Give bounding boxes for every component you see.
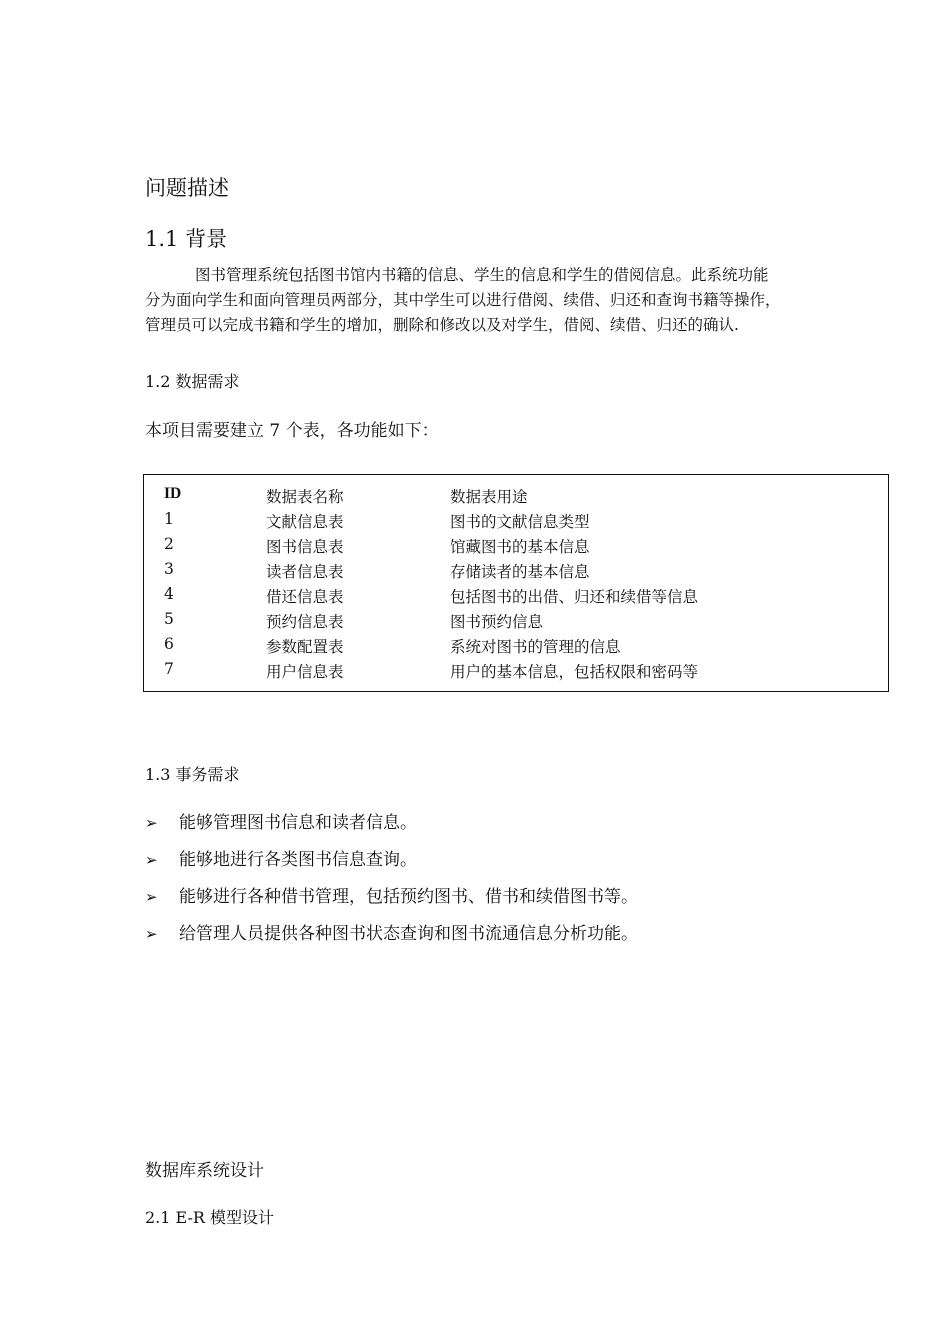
cell-table-name: 预约信息表	[266, 613, 344, 631]
section-title-problem: 问题描述	[145, 176, 229, 200]
list-item	[145, 845, 417, 870]
list-item-text: 能够进行各种借书管理，包括预约图书、借书和续借图书等。	[179, 887, 638, 907]
cell-table-name: 图书信息表	[266, 538, 344, 556]
cell-table-purpose: 馆藏图书的基本信息	[450, 538, 590, 556]
table-row	[144, 660, 888, 684]
cell-table-name: 读者信息表	[266, 563, 344, 581]
cell-table-name: 借还信息表	[266, 588, 344, 606]
arrow-bullet-icon: ➢	[145, 814, 158, 832]
cell-id: 5	[164, 610, 174, 628]
header-table-name: 数据表名称	[266, 488, 344, 506]
cell-table-purpose: 存储读者的基本信息	[450, 563, 590, 581]
paragraph-line: 分为面向学生和面向管理员两部分，其中学生可以进行借阅、续借、归还和查询书籍等操作，	[145, 291, 781, 309]
heading-er-model: 2.1 E-R 模型设计	[145, 1208, 275, 1227]
cell-id: 3	[164, 560, 174, 578]
cell-table-name: 文献信息表	[266, 513, 344, 531]
list-item	[145, 808, 417, 833]
background-paragraph	[145, 263, 825, 338]
cell-id: 4	[164, 585, 174, 603]
table-header-row	[144, 485, 888, 509]
arrow-bullet-icon: ➢	[145, 851, 158, 869]
header-id: ID	[164, 485, 182, 502]
cell-table-name: 用户信息表	[266, 663, 344, 681]
cell-id: 6	[164, 635, 174, 653]
heading-business-requirements: 1.3 事务需求	[145, 765, 240, 784]
list-item-text: 给管理人员提供各种图书状态查询和图书流通信息分析功能。	[179, 924, 638, 944]
tables-list	[143, 474, 889, 692]
table-row	[144, 560, 888, 584]
data-requirements-intro: 本项目需要建立 7 个表，各功能如下：	[145, 421, 439, 441]
cell-table-purpose: 用户的基本信息，包括权限和密码等	[450, 663, 699, 681]
list-item-text: 能够地进行各类图书信息查询。	[179, 850, 417, 870]
paragraph-line: 图书管理系统包括图书馆内书籍的信息、学生的信息和学生的借阅信息。此系统功能	[195, 266, 769, 284]
list-item	[145, 882, 638, 907]
table-row	[144, 610, 888, 634]
section-title-db-design: 数据库系统设计	[145, 1161, 264, 1181]
arrow-bullet-icon: ➢	[145, 888, 158, 906]
cell-id: 1	[164, 510, 174, 528]
table-row	[144, 585, 888, 609]
table-row	[144, 535, 888, 559]
arrow-bullet-icon: ➢	[145, 925, 158, 943]
cell-table-purpose: 系统对图书的管理的信息	[450, 638, 621, 656]
cell-table-purpose: 图书的文献信息类型	[450, 513, 590, 531]
header-table-purpose: 数据表用途	[450, 488, 528, 506]
cell-table-name: 参数配置表	[266, 638, 344, 656]
table-row	[144, 635, 888, 659]
heading-background: 1.1 背景	[145, 227, 228, 251]
table-row	[144, 510, 888, 534]
paragraph-line: 管理员可以完成书籍和学生的增加，删除和修改以及对学生，借阅、续借、归还的确认.	[145, 316, 739, 334]
cell-table-purpose: 包括图书的出借、归还和续借等信息	[450, 588, 699, 606]
heading-data-requirements: 1.2 数据需求	[145, 372, 240, 391]
cell-id: 7	[164, 660, 174, 678]
list-item	[145, 919, 638, 944]
list-item-text: 能够管理图书信息和读者信息。	[179, 813, 417, 833]
cell-table-purpose: 图书预约信息	[450, 613, 544, 631]
cell-id: 2	[164, 535, 174, 553]
